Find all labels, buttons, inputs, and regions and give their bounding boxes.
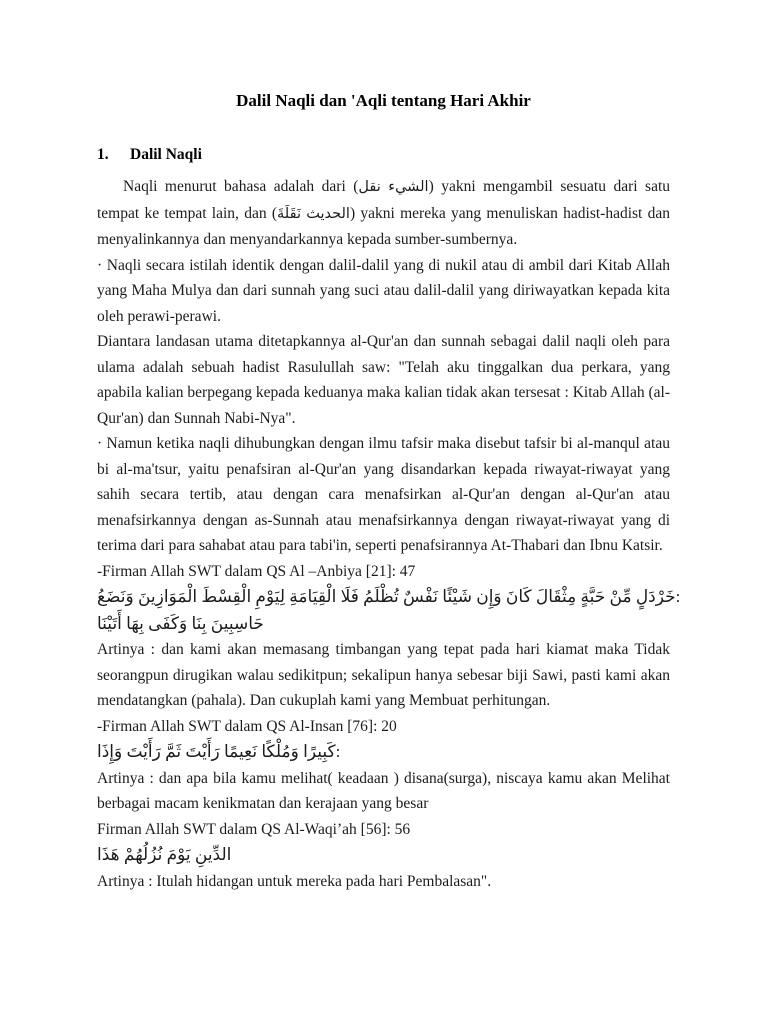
reference-al-waqiah: Firman Allah SWT dalam QS Al-Waqi’ah [56]: 56	[97, 820, 411, 838]
paragraph-landasan: Diantara landasan utama ditetapkannya al-Qur'an dan sunnah sebagai dalil naqli oleh para ulama adalah sebuah hadist Rasulullah saw: "Telah aku tinggalkan dua perkara, yang apabila kalian berpegang kepada keduanya maka kalian tidak akan tersesat : Kitab Allah (al-Qur'an) dan Sunnah Nabi-Nya".	[97, 333, 670, 427]
page-title: Dalil Naqli dan 'Aqli tentang Hari Akhir	[236, 91, 531, 110]
translation-anbiya: Artinya : dan kami akan memasang timbangan yang tepat pada hari kiamat maka Tidak seorangpun dirugikan walau sedikitpun; sekalipun hanya sebesar biji Sawi, pasti kami akan mendatangkan (pahala). Dan cukuplah kami yang Membuat perhitungan.	[97, 641, 670, 709]
section-label: Dalil Naqli	[130, 145, 202, 163]
reference-al-anbiya: -Firman Allah SWT dalam QS Al –Anbiya [21]: 47	[97, 562, 416, 580]
paragraph-naqli-bahasa: Naqli menurut bahasa adalah dari (نقل الشيء) yakni mengambil sesuatu dari satu tempat ke tempat lain, dan (نَقَلَةَ الحديث) yakni mereka yang menuliskan hadist-hadist dan menyalinkannya dan menyandarkannya kepada sumber-sumbernya.	[97, 178, 671, 248]
section-number: 1.	[97, 145, 109, 163]
arabic-verse-waqiah: هَذَا نُزُلُهُمْ يَوْمَ الدِّينِ	[97, 845, 232, 865]
section-heading-dalil-naqli	[97, 142, 670, 168]
paragraph-tafsir: · Namun ketika naqli dihubungkan dengan ilmu tafsir maka disebut tafsir bi al-manqul atau bi al-ma'tsur, yaitu penafsiran al-Qur'an yang disandarkan kepada riwayat-riwayat yang sahih secara tertib, atau dengan cara menafsirkan al-Qur'an dengan al-Qur'an atau menafsirkannya dengan as-Sunnah atau menafsirkannya dengan riwayat-riwayat yang di terima dari para sahabat atau para tabi'in, seperti penafsirannya At-Thabari dan Ibnu Katsir.	[97, 435, 670, 554]
arabic-verse-anbiya-line1: وَنَضَعُ الْمَوَازِينَ الْقِسْطَ لِيَوْمِ الْقِيَامَةِ فَلَا تُظْلَمُ نَفْسٌ شَيْئًا وَإِن كَانَ مِثْقَالَ حَبَّةٍ مِّنْ خَرْدَلٍ:	[97, 587, 681, 607]
arabic-verse-insan: وَإِذَا رَأَيْتَ ثَمَّ رَأَيْتَ نَعِيمًا وَمُلْكًا كَبِيرًا:	[97, 742, 341, 762]
translation-waqiah: Artinya : Itulah hidangan untuk mereka pada hari Pembalasan".	[97, 872, 492, 890]
translation-insan: Artinya : dan apa bila kamu melihat( keadaan ) disana(surga), niscaya kamu akan Melihat berbagai macam kenikmatan dan kerajaan yang besar	[97, 769, 670, 812]
paragraph-naqli-istilah: · Naqli secara istilah identik dengan dalil-dalil yang di nukil atau di ambil dari Kitab Allah yang Maha Mulya dan dari sunnah yang suci atau dalil-dalil yang diriwayatkan kepada kita oleh perawi-perawi.	[97, 256, 670, 325]
arabic-verse-anbiya-line2: أَتَيْنَا بِهَا وَكَفَى بِنَا حَاسِبِينَ	[97, 613, 264, 634]
reference-al-insan: -Firman Allah SWT dalam QS Al-Insan [76]: 20	[97, 717, 397, 735]
document-content	[97, 88, 681, 894]
